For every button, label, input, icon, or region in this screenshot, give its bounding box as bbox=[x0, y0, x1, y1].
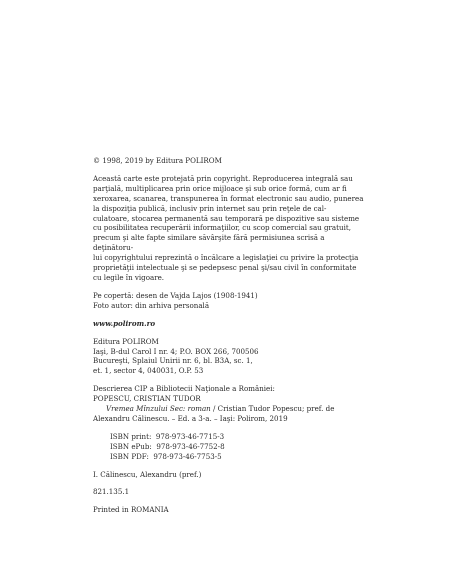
isbn-value: 978-973-46-7753-5 bbox=[153, 451, 222, 461]
publisher-address-line: Iaşi, B-dul Carol I nr. 4; P.O. BOX 266, 700506 bbox=[93, 346, 259, 356]
publisher-address-line: et. 1, sector 4, 040031, O.P. 53 bbox=[93, 366, 204, 376]
isbn-print bbox=[93, 432, 365, 442]
publisher-address-line: Bucureşti, Splaiul Unirii nr. 6, bl. B3A, sc. 1, bbox=[93, 356, 253, 366]
cip-title: Vremea Mînzului Sec: roman bbox=[106, 404, 211, 414]
publisher-name: Editura POLIROM bbox=[93, 336, 159, 346]
cip-contributor: I. Călinescu, Alexandru (pref.) bbox=[93, 469, 202, 479]
rights-line: culatoare, stocarea permanentă sau temporară pe dispozitive sau sisteme bbox=[93, 213, 360, 223]
cip-description bbox=[93, 404, 365, 414]
printed-in: Printed in ROMANIA bbox=[93, 505, 169, 515]
copyright-page bbox=[93, 156, 365, 515]
isbn-epub bbox=[93, 442, 365, 452]
cover-credit: Pe copertă: desen de Vajda Lajos (1908-1941) bbox=[93, 290, 258, 300]
cip-description-rest: / Cristian Tudor Popescu; pref. de bbox=[210, 404, 335, 414]
rights-line: Această carte este protejată prin copyright. Reproducerea integrală sau bbox=[93, 173, 353, 183]
isbn-label: ISBN ePub: bbox=[110, 441, 152, 451]
cip-description-line: Alexandru Călinescu. – Ed. a 3-a. – Iaşi: Polirom, 2019 bbox=[93, 413, 288, 423]
rights-line: lui copyrightului reprezintă o încălcare a legislaţiei cu privire la protecţia bbox=[93, 253, 359, 263]
isbn-value: 978-973-46-7752-8 bbox=[156, 441, 225, 451]
rights-line: precum şi alte fapte similare săvârşite fără permisiunea scrisă a deţinătoru- bbox=[93, 233, 325, 253]
copyright-notice: © 1998, 2019 by Editura POLIROM bbox=[93, 156, 222, 165]
cip-heading: Descrierea CIP a Bibliotecii Naţionale a României: bbox=[93, 384, 275, 394]
photo-credit: Foto autor: din arhiva personală bbox=[93, 300, 210, 310]
rights-line: xeroxarea, scanarea, transpunerea în format electronic sau audio, punerea bbox=[93, 193, 364, 203]
rights-line: la dispoziţia publică, inclusiv prin internet sau prin reţele de cal- bbox=[93, 203, 327, 213]
rights-line: parţială, multiplicarea prin orice mijloace şi sub orice formă, cum ar fi bbox=[93, 183, 347, 193]
website-link[interactable]: www.polirom.ro bbox=[93, 318, 156, 328]
rights-line: cu legile în vigoare. bbox=[93, 272, 165, 282]
rights-statement bbox=[93, 174, 365, 283]
isbn-label: ISBN print: bbox=[110, 431, 152, 441]
isbn-pdf bbox=[93, 452, 365, 462]
cip-classification: 821.135.1 bbox=[93, 487, 130, 497]
cip-author: POPESCU, CRISTIAN TUDOR bbox=[93, 394, 201, 404]
rights-line: proprietăţii intelectuale şi se pedepsesc penal şi/sau civil în conformitate bbox=[93, 263, 357, 273]
isbn-value: 978-973-46-7715-3 bbox=[155, 431, 225, 441]
isbn-label: ISBN PDF: bbox=[110, 451, 149, 461]
rights-line: cu posibilitatea recuperării informaţiilor, cu scop comercial sau gratuit, bbox=[93, 223, 351, 233]
